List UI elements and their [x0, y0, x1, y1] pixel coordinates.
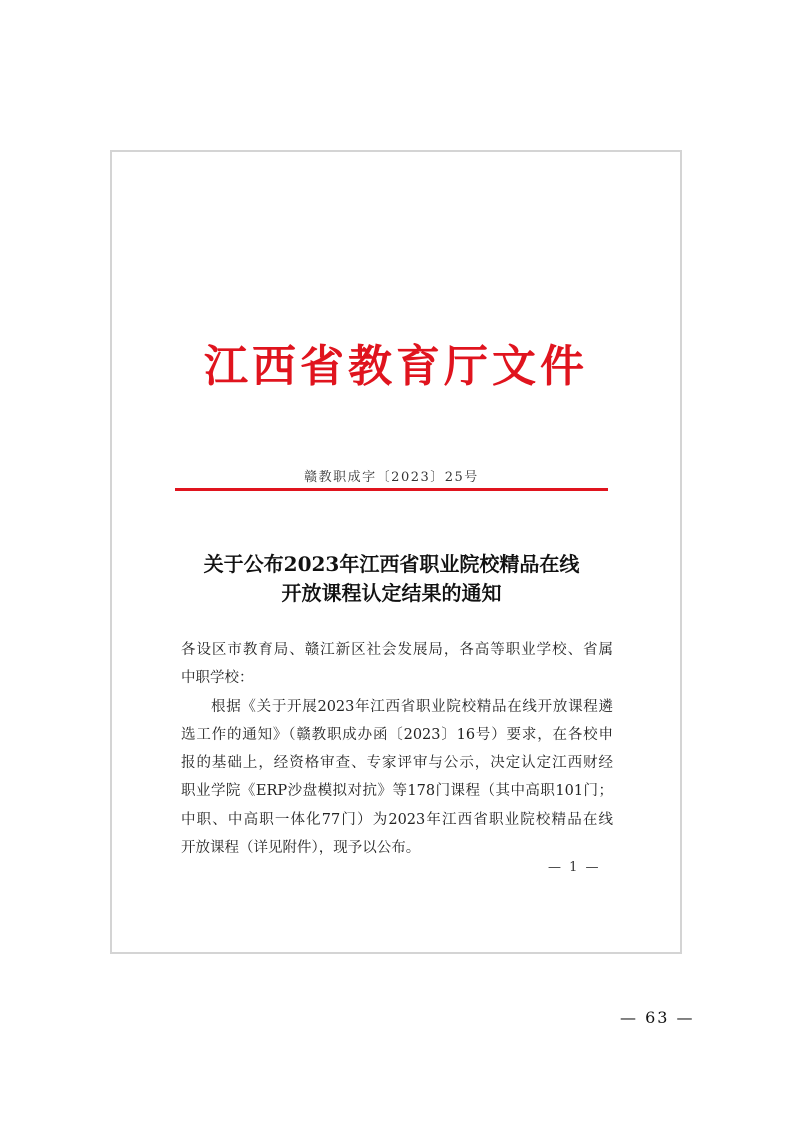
- notice-title-line: 关于公布2023年江西省职业院校精品在线: [203, 552, 580, 576]
- body-line: 职业学院《ERP沙盘模拟对抗》等178门课程（其中高职101门；: [181, 783, 613, 800]
- red-divider-line: [175, 488, 608, 491]
- notice-title-line: 开放课程认定结果的通知: [281, 581, 502, 605]
- body-line: 开放课程（详见附件），现予以公布。: [181, 840, 421, 857]
- inner-page-number: — 1 —: [548, 860, 601, 875]
- body-line: 中职学校：: [181, 670, 254, 687]
- notice-body: [181, 636, 613, 862]
- body-line: 中职、中高职一体化77门）为2023年江西省职业院校精品在线: [181, 811, 613, 828]
- document-header-title: 江西省教育厅文件: [204, 341, 588, 392]
- body-line: 根据《关于开展2023年江西省职业院校精品在线开放课程遴: [211, 698, 613, 715]
- page-number: — 63 —: [620, 1008, 695, 1027]
- document-number: 赣教职成字〔2023〕25号: [304, 470, 479, 485]
- body-line: 各设区市教育局、赣江新区社会发展局，各高等职业学校、省属: [181, 642, 613, 658]
- notice-title: [175, 550, 608, 608]
- body-line: 报的基础上，经资格审查、专家评审与公示，决定认定江西财经: [181, 755, 613, 772]
- body-line: 选工作的通知》（赣教职成办函〔2023〕16号）要求，在各校申: [181, 726, 613, 743]
